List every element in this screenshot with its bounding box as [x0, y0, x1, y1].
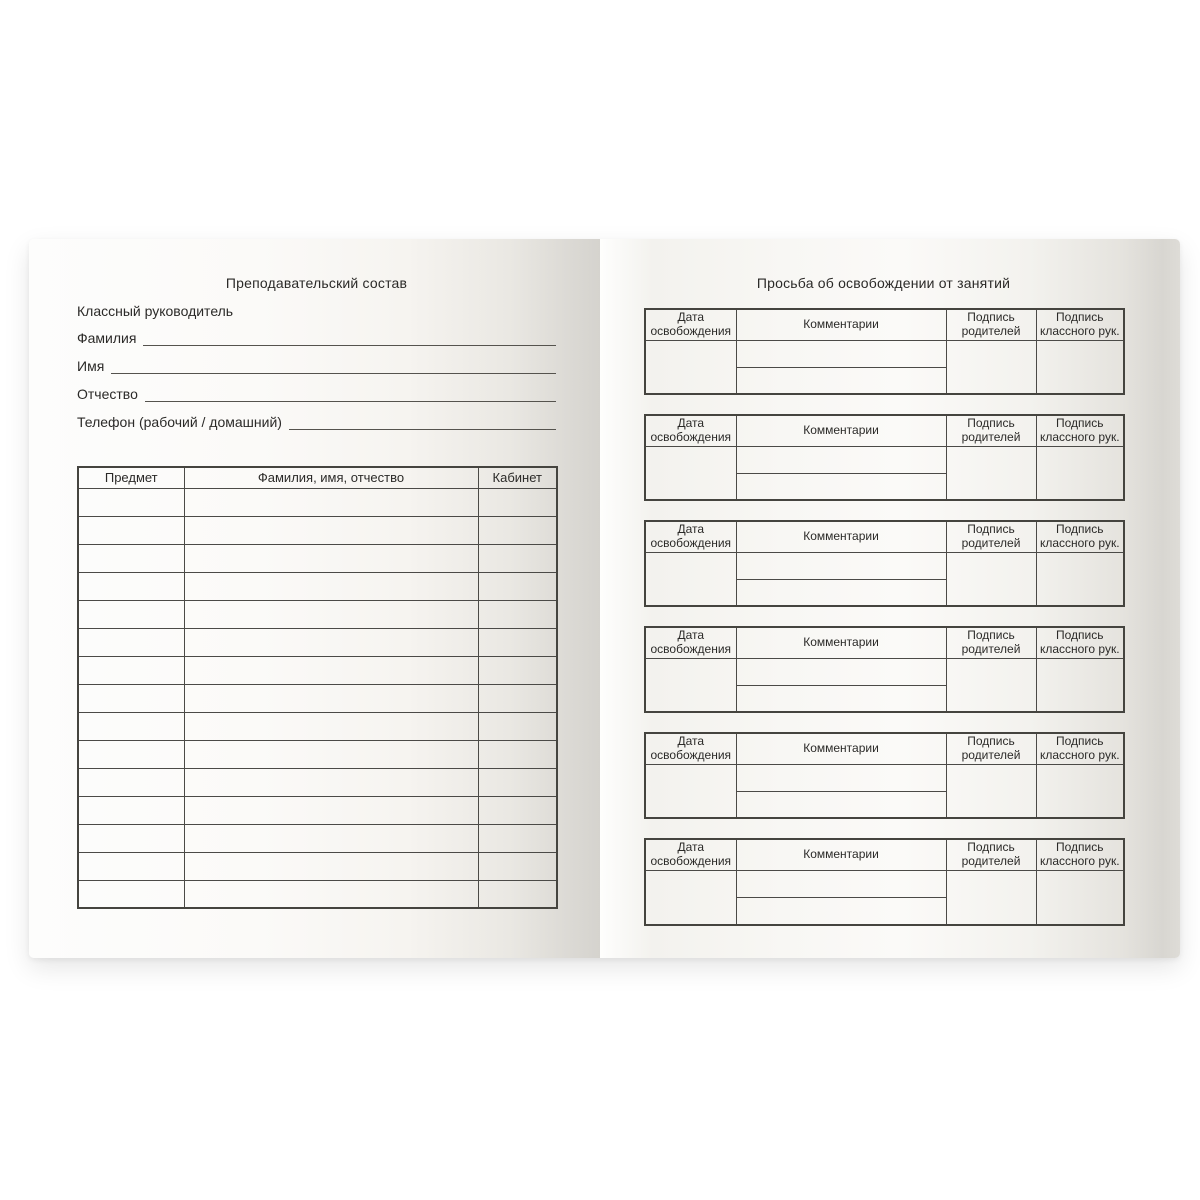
release-header-date: Дата освобождения [645, 839, 736, 870]
release-block-body-row-top [645, 552, 1124, 579]
release-block-header-row [645, 521, 1124, 552]
release-header-comments: Комментарии [736, 309, 946, 340]
release-teacher-signature-cell [1036, 871, 1124, 925]
staff-table-row [78, 712, 557, 740]
patronymic-label: Отчество [77, 386, 138, 402]
release-header-parent-signature: Подпись родителей [946, 733, 1036, 764]
release-request-title: Просьба об освобождении от занятий [756, 275, 1011, 291]
staff-fullname-cell [184, 768, 478, 796]
staff-room-cell [478, 544, 557, 572]
staff-fullname-cell [184, 880, 478, 908]
release-block-header-row [645, 309, 1124, 340]
staff-room-cell [478, 712, 557, 740]
release-header-teacher-signature: Подпись классного рук. [1036, 521, 1124, 552]
release-block-body-row-top [645, 446, 1124, 473]
staff-table-row [78, 684, 557, 712]
staff-fullname-cell [184, 852, 478, 880]
release-comment-cell-top [736, 764, 946, 791]
staff-subject-cell [78, 488, 184, 516]
right-page [600, 239, 1180, 958]
release-header-comments: Комментарии [736, 521, 946, 552]
release-parent-signature-cell [946, 446, 1036, 500]
patronymic-blank-line [145, 386, 556, 402]
firstname-label: Имя [77, 358, 105, 374]
staff-fullname-cell [184, 712, 478, 740]
release-header-comments: Комментарии [736, 839, 946, 870]
release-block-body-row-top [645, 764, 1124, 791]
release-blocks [644, 308, 1123, 945]
staff-fullname-cell [184, 628, 478, 656]
release-comment-cell-bottom [736, 367, 946, 394]
release-date-cell [645, 340, 736, 394]
staff-room-cell [478, 600, 557, 628]
release-header-date: Дата освобождения [645, 521, 736, 552]
release-comment-cell-top [736, 340, 946, 367]
release-comment-cell-bottom [736, 898, 946, 925]
release-date-cell [645, 764, 736, 818]
release-comment-cell-bottom [736, 685, 946, 712]
release-header-teacher-signature: Подпись классного рук. [1036, 415, 1124, 446]
release-block [644, 414, 1125, 501]
staff-room-cell [478, 572, 557, 600]
diary-open-spread [29, 239, 1180, 958]
staff-header-fullname: Фамилия, имя, отчество [184, 467, 478, 488]
staff-table-row [78, 740, 557, 768]
patronymic-field-row [77, 384, 556, 402]
staff-table-header [78, 467, 557, 488]
staff-fullname-cell [184, 740, 478, 768]
release-comment-cell-top [736, 446, 946, 473]
staff-fullname-cell [184, 684, 478, 712]
staff-subject-cell [78, 656, 184, 684]
release-header-parent-signature: Подпись родителей [946, 309, 1036, 340]
release-block [644, 308, 1125, 395]
staff-subject-cell [78, 572, 184, 600]
staff-table-row [78, 852, 557, 880]
release-block-header-row [645, 627, 1124, 658]
staff-fullname-cell [184, 572, 478, 600]
release-comment-cell-bottom [736, 791, 946, 818]
release-teacher-signature-cell [1036, 658, 1124, 712]
staff-table-row [78, 656, 557, 684]
staff-subject-cell [78, 768, 184, 796]
surname-field-row [77, 328, 556, 346]
staff-table-row [78, 572, 557, 600]
release-header-teacher-signature: Подпись классного рук. [1036, 309, 1124, 340]
staff-room-cell [478, 796, 557, 824]
staff-table-row [78, 628, 557, 656]
release-block-header-row [645, 415, 1124, 446]
staff-table-header-row [78, 467, 557, 488]
class-teacher-label: Классный руководитель [77, 303, 234, 319]
staff-header-subject: Предмет [78, 467, 184, 488]
staff-fullname-cell [184, 656, 478, 684]
release-teacher-signature-cell [1036, 446, 1124, 500]
release-header-parent-signature: Подпись родителей [946, 521, 1036, 552]
release-parent-signature-cell [946, 658, 1036, 712]
release-block-body-row-top [645, 871, 1124, 898]
release-block [644, 520, 1125, 607]
staff-table-row [78, 488, 557, 516]
release-header-comments: Комментарии [736, 627, 946, 658]
staff-subject-cell [78, 516, 184, 544]
staff-subject-cell [78, 852, 184, 880]
staff-room-cell [478, 516, 557, 544]
staff-room-cell [478, 852, 557, 880]
release-header-parent-signature: Подпись родителей [946, 839, 1036, 870]
staff-subject-cell [78, 880, 184, 908]
release-teacher-signature-cell [1036, 340, 1124, 394]
surname-blank-line [143, 330, 556, 346]
release-date-cell [645, 658, 736, 712]
staff-table-row [78, 796, 557, 824]
release-date-cell [645, 871, 736, 925]
release-comment-cell-bottom [736, 473, 946, 500]
staff-subject-cell [78, 684, 184, 712]
release-comment-cell-bottom [736, 579, 946, 606]
release-header-comments: Комментарии [736, 733, 946, 764]
phone-field-row [77, 412, 556, 430]
staff-subject-cell [78, 740, 184, 768]
staff-header-room: Кабинет [478, 467, 557, 488]
release-header-comments: Комментарии [736, 415, 946, 446]
staff-table-body [78, 488, 557, 908]
release-header-date: Дата освобождения [645, 309, 736, 340]
phone-label: Телефон (рабочий / домашний) [77, 414, 282, 430]
firstname-field-row [77, 356, 556, 374]
release-block-body-row-top [645, 340, 1124, 367]
staff-subject-cell [78, 600, 184, 628]
release-parent-signature-cell [946, 340, 1036, 394]
staff-fullname-cell [184, 824, 478, 852]
surname-label: Фамилия [77, 330, 137, 346]
staff-table-row [78, 824, 557, 852]
release-header-parent-signature: Подпись родителей [946, 415, 1036, 446]
staff-subject-cell [78, 544, 184, 572]
release-parent-signature-cell [946, 552, 1036, 606]
staff-fullname-cell [184, 488, 478, 516]
staff-fullname-cell [184, 544, 478, 572]
staff-room-cell [478, 628, 557, 656]
staff-table [77, 466, 558, 909]
release-header-date: Дата освобождения [645, 733, 736, 764]
release-block-header-row [645, 839, 1124, 870]
release-header-date: Дата освобождения [645, 627, 736, 658]
staff-table-row [78, 880, 557, 908]
staff-room-cell [478, 768, 557, 796]
staff-room-cell [478, 656, 557, 684]
release-comment-cell-top [736, 552, 946, 579]
left-page [29, 239, 600, 958]
staff-room-cell [478, 740, 557, 768]
teaching-staff-title: Преподавательский состав [225, 275, 408, 291]
staff-fullname-cell [184, 516, 478, 544]
release-header-date: Дата освобождения [645, 415, 736, 446]
release-header-teacher-signature: Подпись классного рук. [1036, 733, 1124, 764]
staff-subject-cell [78, 628, 184, 656]
staff-subject-cell [78, 712, 184, 740]
release-date-cell [645, 552, 736, 606]
release-parent-signature-cell [946, 871, 1036, 925]
release-block-body-row-top [645, 658, 1124, 685]
release-header-parent-signature: Подпись родителей [946, 627, 1036, 658]
staff-fullname-cell [184, 796, 478, 824]
release-block [644, 838, 1125, 925]
release-teacher-signature-cell [1036, 552, 1124, 606]
release-block-header-row [645, 733, 1124, 764]
release-teacher-signature-cell [1036, 764, 1124, 818]
staff-subject-cell [78, 796, 184, 824]
release-header-teacher-signature: Подпись классного рук. [1036, 627, 1124, 658]
staff-room-cell [478, 684, 557, 712]
staff-room-cell [478, 880, 557, 908]
release-comment-cell-top [736, 658, 946, 685]
staff-table-row [78, 516, 557, 544]
phone-blank-line [289, 414, 556, 430]
firstname-blank-line [111, 358, 556, 374]
staff-fullname-cell [184, 600, 478, 628]
release-block [644, 626, 1125, 713]
staff-subject-cell [78, 824, 184, 852]
release-block [644, 732, 1125, 819]
staff-table-row [78, 768, 557, 796]
release-date-cell [645, 446, 736, 500]
release-header-teacher-signature: Подпись классного рук. [1036, 839, 1124, 870]
release-comment-cell-top [736, 871, 946, 898]
staff-table-row [78, 544, 557, 572]
staff-room-cell [478, 824, 557, 852]
staff-table-row [78, 600, 557, 628]
release-parent-signature-cell [946, 764, 1036, 818]
staff-room-cell [478, 488, 557, 516]
